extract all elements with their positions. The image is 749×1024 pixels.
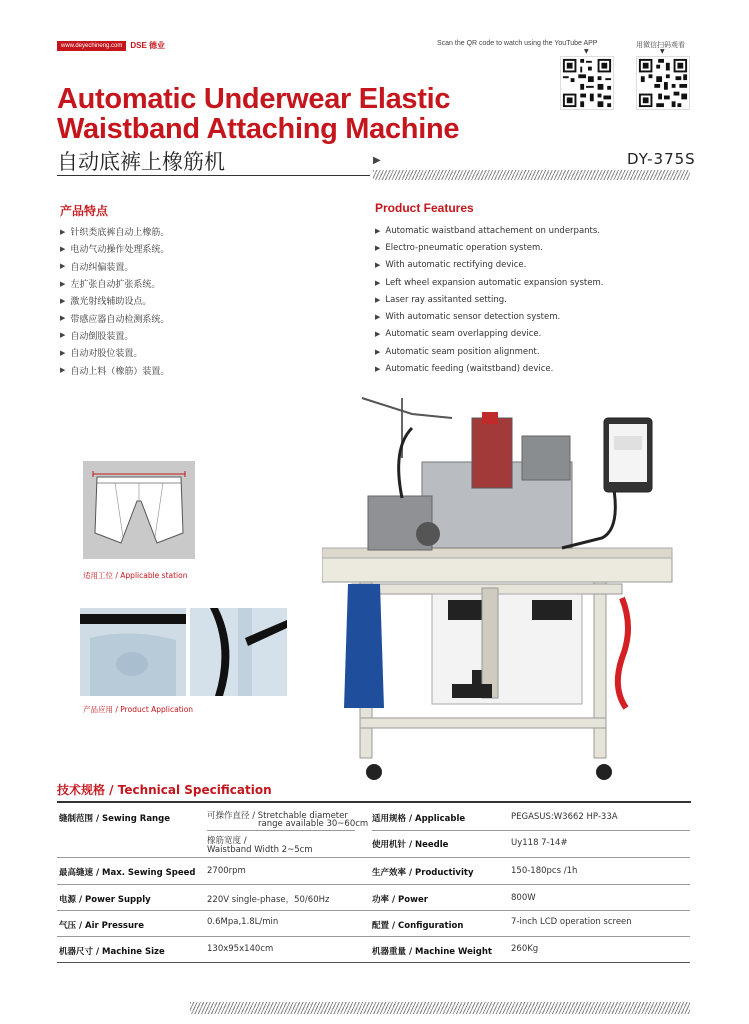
underpants-sketch-image: [83, 461, 195, 559]
spec-value-max-speed: 2700rpm: [207, 866, 246, 876]
bullet-icon: ▶: [60, 244, 66, 253]
list-item: ▶ 针织类底裤自动上橡筋。: [60, 227, 170, 239]
list-item: ▶ Left wheel expansion automatic expansion system.: [375, 277, 604, 288]
title-line-1: Automatic Underwear Elastic: [57, 83, 451, 115]
spec-divider: [57, 884, 690, 885]
list-item: ▶ 激光射线辅助设点。: [60, 296, 152, 308]
website-url[interactable]: www.deyechineng.com: [57, 41, 126, 51]
list-item: ▶ Automatic seam overlapping device.: [375, 329, 542, 340]
spec-value-diameter-label: 可操作直径 / Stretchable diameter: [207, 811, 348, 821]
bullet-icon: ▶: [60, 262, 66, 271]
spec-value-needle: Uy118 7-14#: [511, 838, 568, 848]
spec-label-power: 功率 / Power: [372, 895, 428, 905]
product-title-en: [57, 84, 459, 144]
spec-divider: [372, 830, 690, 831]
qr-arrow-wechat: ▼: [660, 48, 665, 55]
product-title-cn: 自动底裤上橡筋机: [57, 150, 225, 174]
bullet-icon: ▶: [375, 243, 381, 252]
spec-divider: [57, 936, 690, 937]
spec-value-productivity: 150-180pcs /1h: [511, 866, 578, 876]
brand-logo: DSE 德业: [130, 41, 166, 50]
spec-label-max-speed: 最高缝速 / Max. Sewing Speed: [59, 868, 196, 878]
list-item: ▶ Laser ray assitanted setting.: [375, 294, 507, 305]
bullet-icon: ▶: [375, 226, 381, 235]
features-title-en: Product Features: [375, 201, 474, 215]
spec-value-width: Waistband Width 2~5cm: [207, 845, 313, 855]
model-arrow-icon: ▶: [373, 155, 381, 166]
hatch-decoration: [373, 170, 690, 180]
spec-value-configuration: 7-inch LCD operation screen: [511, 917, 632, 927]
list-item: ▶ Electro-pneumatic operation system.: [375, 242, 543, 253]
list-item: ▶ Automatic feeding (waitstband) device.: [375, 364, 554, 375]
qr-arrow-youtube: ▼: [584, 48, 589, 55]
spec-value-machine-weight: 260Kg: [511, 944, 539, 954]
spec-value-width-label: 橡筋宽度 /: [207, 836, 247, 846]
list-item: ▶ 自动上料（橡筋）装置。: [60, 366, 170, 377]
bullet-icon: ▶: [60, 279, 66, 288]
bottom-hatch-decoration: [190, 1002, 690, 1014]
features-list-en: [375, 222, 603, 378]
spec-value-applicable: PEGASUS:W3662 HP-33A: [511, 812, 618, 822]
spec-value-power: 800W: [511, 893, 536, 903]
list-item: ▶ 自动纠偏装置。: [60, 262, 134, 273]
spec-title: 技术规格 / Technical Specification: [57, 783, 272, 797]
bullet-icon: ▶: [60, 348, 66, 357]
spec-label-needle: 使用机针 / Needle: [372, 840, 449, 850]
wechat-qr-code-icon[interactable]: [636, 56, 690, 110]
list-item: ▶ With automatic sensor detection system.: [375, 312, 561, 323]
youtube-qr-code-icon[interactable]: [560, 56, 614, 110]
bullet-icon: ▶: [375, 330, 381, 339]
bullet-icon: ▶: [60, 366, 66, 375]
list-item: ▶ Automatic waistband attachement on underpants.: [375, 225, 600, 236]
spec-divider: [57, 910, 690, 911]
spec-value-diameter: range available 30~60cm: [258, 819, 369, 829]
bullet-icon: ▶: [60, 296, 66, 305]
bullet-icon: ▶: [60, 331, 66, 340]
spec-value-air-pressure: 0.6Mpa,1.8L/min: [207, 917, 279, 927]
application-caption: 产品应用 / Product Application: [83, 705, 194, 714]
bullet-icon: ▶: [375, 295, 381, 304]
title-divider: [57, 175, 370, 176]
spec-label-machine-weight: 机器重量 / Machine Weight: [372, 947, 492, 957]
bullet-icon: ▶: [375, 278, 381, 287]
list-item: ▶ 左扩张自动扩张系统。: [60, 279, 161, 291]
spec-label-power-supply: 电源 / Power Supply: [59, 895, 151, 905]
brand-tag: [57, 39, 165, 52]
model-number: DY-375S: [627, 150, 696, 168]
spec-label-configuration: 配置 / Configuration: [372, 921, 464, 931]
bullet-icon: ▶: [375, 347, 381, 356]
spec-divider: [207, 830, 355, 831]
title-line-2: Waistband Attaching Machine: [57, 113, 460, 145]
application-photo-2: [190, 608, 287, 696]
list-item: ▶ With automatic rectifying device.: [375, 260, 527, 271]
list-item: ▶ 带感应器自动检测系统。: [60, 314, 170, 325]
spec-label-machine-size: 机器尺寸 / Machine Size: [59, 947, 165, 957]
bullet-icon: ▶: [375, 365, 381, 374]
spec-bottom-rule: [57, 962, 690, 963]
bullet-icon: ▶: [375, 313, 381, 322]
spec-label-applicable: 适用规格 / Applicable: [372, 814, 466, 824]
spec-label-air-pressure: 气压 / Air Pressure: [59, 921, 144, 931]
spec-divider: [57, 857, 690, 858]
application-photo-1: [80, 608, 186, 696]
list-item: ▶ 自动对股位装置。: [60, 348, 143, 360]
spec-value-power-supply: 220V single-phase，50/60Hz: [207, 895, 330, 905]
machine-image: [322, 388, 690, 788]
bullet-icon: ▶: [60, 227, 66, 236]
features-title-cn: 产品特点: [60, 204, 109, 218]
list-item: ▶ 自动倒股装置。: [60, 331, 134, 342]
list-item: ▶ 电动气动操作处理系统。: [60, 244, 170, 256]
spec-label-sewing-range: 缝制范围 / Sewing Range: [59, 814, 170, 824]
bullet-icon: ▶: [375, 261, 381, 270]
features-list-cn: [60, 223, 169, 379]
list-item: ▶ Automatic seam position alignment.: [375, 346, 540, 357]
qr-note-wechat: 用微信扫码观看: [636, 41, 685, 49]
spec-label-productivity: 生产效率 / Productivity: [372, 868, 474, 878]
bullet-icon: ▶: [60, 314, 66, 323]
spec-value-machine-size: 130x95x140cm: [207, 944, 274, 954]
spec-top-rule: [57, 801, 691, 803]
station-caption: 适用工位 / Applicable station: [83, 571, 188, 580]
qr-note-youtube: Scan the QR code to watch using the YouTube APP: [437, 40, 598, 47]
